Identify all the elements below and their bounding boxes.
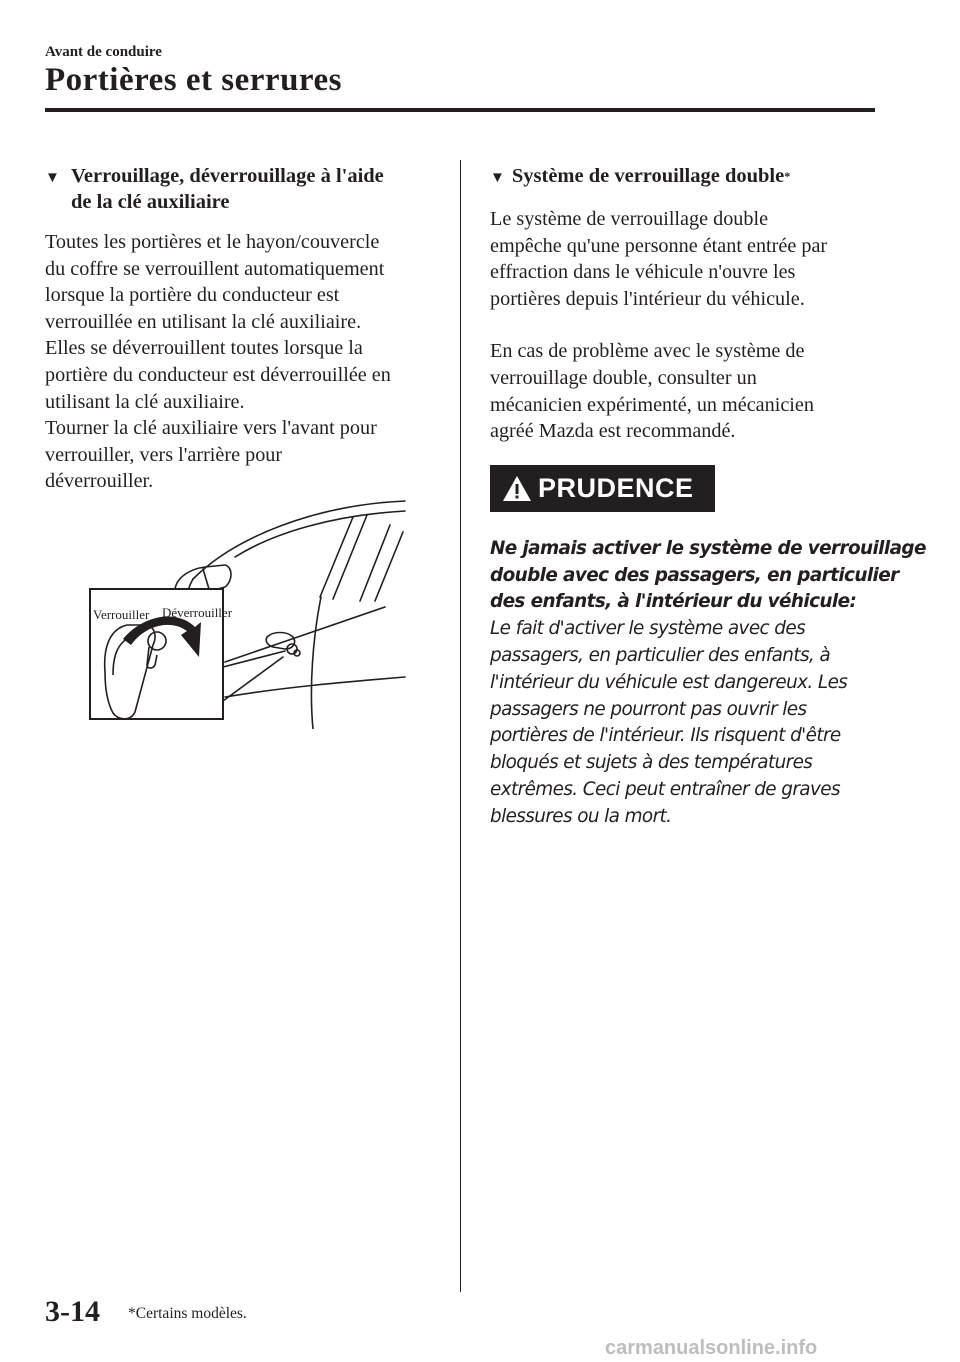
text-line: lorsque la portière du conducteur est	[45, 284, 340, 307]
text-line: portière du conducteur est déverrouillée en	[45, 363, 391, 386]
triangle-marker-icon: ▼	[45, 170, 60, 186]
watermark: carmanualsonline.info	[605, 1337, 818, 1359]
text-line: Elles se déverrouillent toutes lorsque la	[45, 337, 363, 360]
warning-triangle-icon	[502, 475, 532, 502]
caution-line: passagers ne pourront pas ouvrir les	[490, 698, 807, 720]
text-line: agréé Mazda est recommandé.	[490, 420, 736, 443]
text-line: En cas de problème avec le système de	[490, 340, 805, 363]
double-lock-description	[490, 206, 885, 312]
caution-line: passagers, en particulier des enfants, à	[490, 644, 831, 666]
caution-label: PRUDENCE	[538, 472, 694, 503]
text-line: effraction dans le véhicule n'ouvre les	[490, 261, 796, 284]
label-lock: Verrouiller	[93, 607, 150, 622]
left-body-text	[45, 229, 440, 495]
text-line: verrouillée en utilisant la clé auxiliaire.	[45, 310, 362, 333]
key-lock-illustration	[85, 497, 407, 729]
title-rule	[45, 108, 875, 112]
heading-text: Système de verrouillage double	[511, 165, 785, 187]
right-section-heading	[490, 163, 885, 191]
text-line: déverrouiller.	[45, 470, 154, 493]
caution-line: blessures ou la mort.	[490, 805, 672, 827]
text-line: Tourner la clé auxiliaire vers l'avant pour	[45, 417, 377, 440]
caution-line: bloqués et sujets à des températures	[490, 752, 813, 774]
text-line: Toutes les portières et le hayon/couvercle	[45, 231, 380, 253]
label-unlock: Déverrouiller	[162, 605, 233, 620]
left-column	[45, 163, 440, 495]
caution-line: portières de l'intérieur. Ils risquent d'être	[490, 725, 841, 747]
heading-line: de la clé auxiliaire	[71, 191, 230, 213]
text-line: portières depuis l'intérieur du véhicule.	[490, 287, 805, 310]
text-line: utilisant la clé auxiliaire.	[45, 390, 245, 413]
caution-line: Le fait d'activer le système avec des	[490, 618, 806, 640]
caution-bold-line: double avec des passagers, en particulier	[490, 564, 899, 586]
caution-line: extrêmes. Ceci peut entraîner de graves	[490, 778, 840, 800]
text-line: verrouiller, vers l'arrière pour	[45, 443, 283, 466]
caution-line: l'intérieur du véhicule est dangereux. Les	[490, 671, 848, 693]
double-lock-service-note	[490, 338, 885, 444]
text-line: Le système de verrouillage double	[490, 208, 769, 230]
right-column	[490, 163, 926, 831]
caution-bold-line: Ne jamais activer le système de verrouillage	[490, 537, 926, 559]
text-line: mécanicien expérimenté, un mécanicien	[490, 393, 814, 416]
triangle-marker-icon: ▼	[490, 170, 505, 186]
caution-text	[490, 536, 926, 831]
left-section-heading	[45, 163, 440, 215]
footnote: *Certains modèles.	[128, 1305, 247, 1322]
text-line: verrouillage double, consulter un	[490, 366, 757, 389]
section-label: Avant de conduire	[45, 44, 162, 60]
text-line: du coffre se verrouillent automatiquement	[45, 257, 385, 280]
caution-banner	[490, 465, 715, 512]
page-number: 3-14	[45, 1295, 100, 1328]
text-line: empêche qu'une personne étant entrée par	[490, 234, 828, 257]
page-title: Portières et serrures	[45, 62, 342, 98]
column-divider	[460, 160, 461, 1292]
heading-line: Verrouillage, déverrouillage à l'aide	[71, 165, 384, 187]
asterisk-mark: *	[784, 169, 791, 183]
caution-bold-line: des enfants, à l'intérieur du véhicule:	[490, 591, 857, 613]
